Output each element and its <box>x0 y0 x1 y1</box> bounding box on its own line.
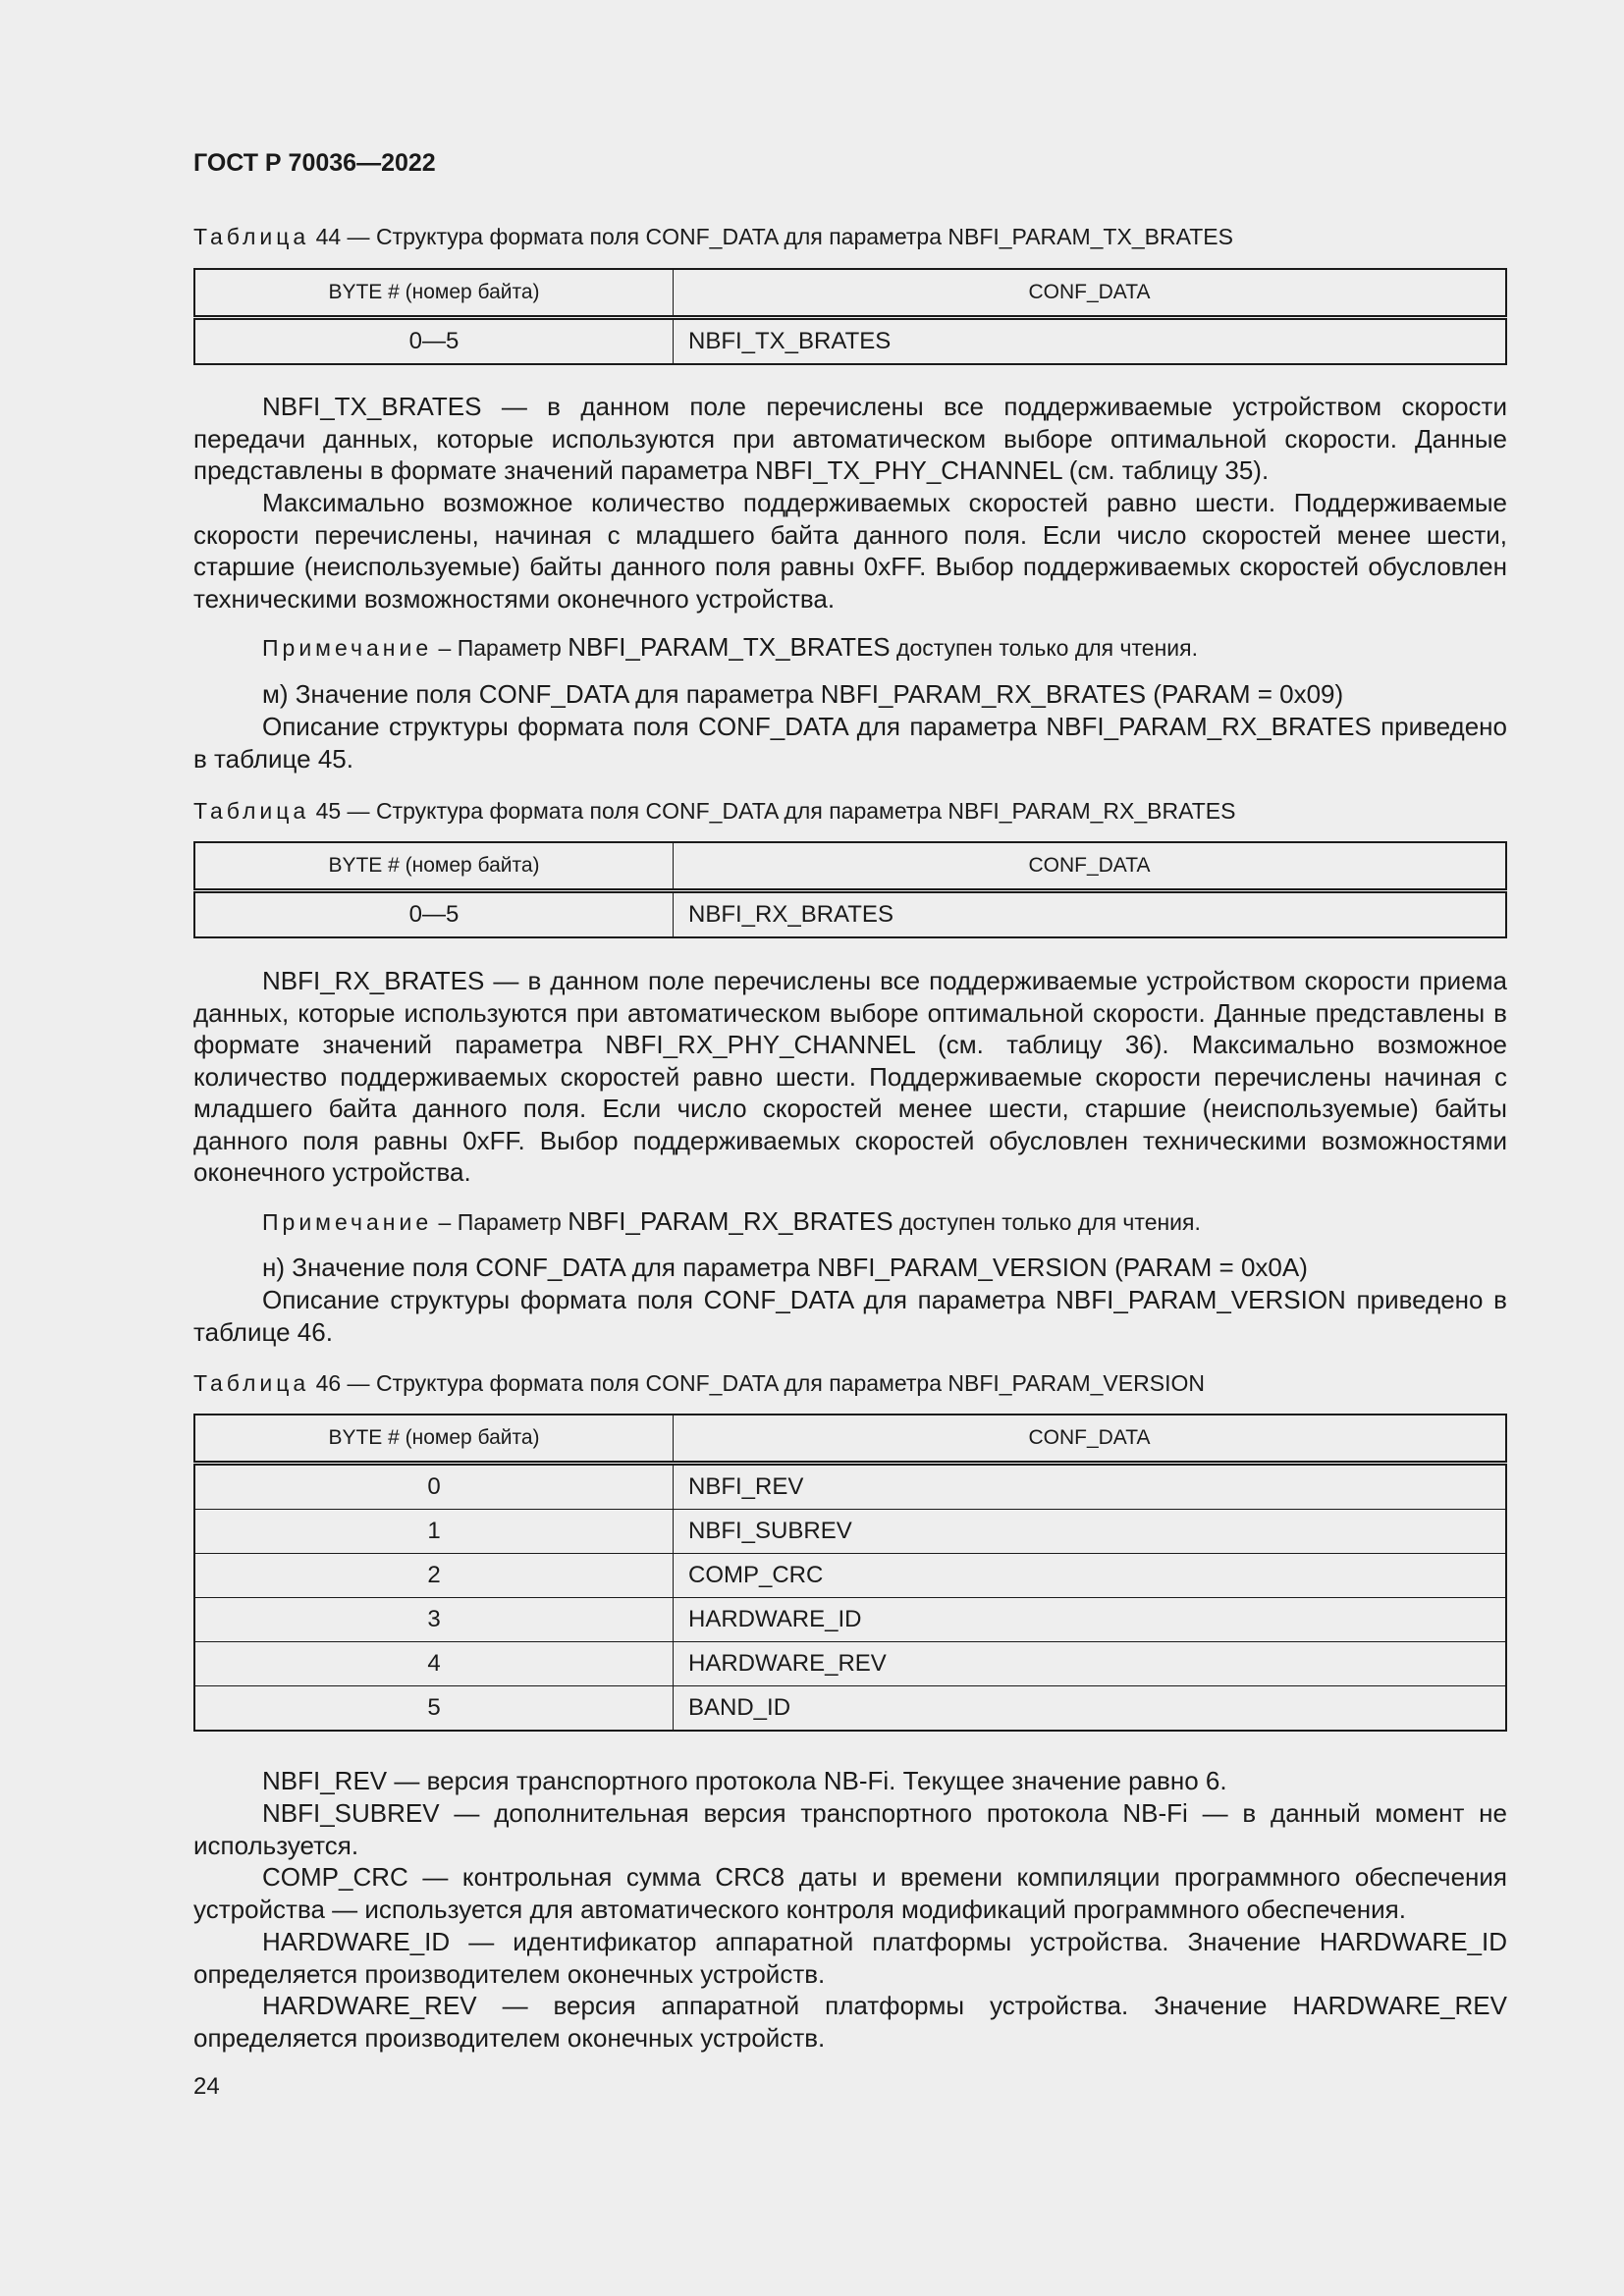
table-caption-text: 46 — Структура формата поля CONF_DATA для параметра NBFI_PARAM_VERSION <box>315 1370 1205 1396</box>
table-46-caption <box>193 1370 1205 1397</box>
table-header-row <box>194 269 1506 318</box>
note-dash: – Параметр <box>438 1209 562 1235</box>
table-caption-text: 45 — Структура формата поля CONF_DATA для параметра NBFI_PARAM_RX_BRATES <box>315 798 1236 824</box>
table-word: Таблица <box>193 224 310 249</box>
paragraph-nbfi-subrev: NBFI_SUBREV — дополнительная версия транспортного протокола NB-Fi — в данный момент не используется. <box>193 1798 1507 1860</box>
note-param: NBFI_PARAM_TX_BRATES <box>568 632 891 662</box>
paragraph-hardware-id: HARDWARE_ID — идентификатор аппаратной платформы устройства. Значение HARDWARE_ID определяется производителем оконечных устройств. <box>193 1927 1507 1989</box>
note-rx <box>262 1206 1201 1237</box>
page-number: 24 <box>193 2073 220 2100</box>
note-tail: доступен только для чтения. <box>896 635 1198 661</box>
note-dash: – Параметр <box>438 635 562 661</box>
table-row <box>194 1464 1506 1510</box>
table-word: Таблица <box>193 798 310 824</box>
note-tx <box>262 632 1198 663</box>
table-word: Таблица <box>193 1370 310 1396</box>
paragraph-tx-brates: NBFI_TX_BRATES — в данном поле перечислены все поддерживаемые устройством скорости передачи данных, которые используются при автоматическом выборе оптимальной скорости. Данные представлены в формате значений параметра NBFI_TX_PHY_CHANNEL (см. таблицу 35). <box>193 392 1507 485</box>
item-n: н) Значение поля CONF_DATA для параметра NBFI_PARAM_VERSION (PARAM = 0x0A) <box>262 1253 1308 1282</box>
cell-data: HARDWARE_ID <box>674 1598 1507 1642</box>
table-45 <box>193 841 1507 938</box>
note-word: Примечание <box>262 635 433 661</box>
paragraph-max-speeds: Максимально возможное количество поддерживаемых скоростей равно шести. Поддерживаемые скорости перечислены, начиная с младшего байта данного поля. Если число скоростей менее шести, старшие (неиспользуемые) байты данного поля равны 0xFF. Выбор поддерживаемых скоростей обусловлен техническими возможностями оконечного устройства. <box>193 488 1507 614</box>
cell-byte: 4 <box>194 1642 674 1686</box>
table-row <box>194 318 1506 365</box>
cell-data: NBFI_TX_BRATES <box>674 318 1507 365</box>
paragraph-comp-crc: COMP_CRC — контрольная сумма CRC8 даты и времени компиляции программного обеспечения устройства — используется для автоматического контроля модификаций программного обеспечения. <box>193 1862 1507 1924</box>
column-header-conf-data: CONF_DATA <box>674 1415 1507 1464</box>
cell-byte: 5 <box>194 1686 674 1732</box>
cell-data: NBFI_RX_BRATES <box>674 891 1507 938</box>
table-44 <box>193 268 1507 365</box>
table-row <box>194 1642 1506 1686</box>
cell-data: NBFI_REV <box>674 1464 1507 1510</box>
table-row <box>194 1554 1506 1598</box>
paragraph-hardware-rev: HARDWARE_REV — версия аппаратной платформы устройства. Значение HARDWARE_REV определяется производителем оконечных устройств. <box>193 1991 1507 2053</box>
cell-byte: 1 <box>194 1510 674 1554</box>
note-param: NBFI_PARAM_RX_BRATES <box>568 1206 893 1236</box>
cell-byte: 0 <box>194 1464 674 1510</box>
paragraph-nbfi-rev: NBFI_REV — версия транспортного протокола NB-Fi. Текущее значение равно 6. <box>262 1766 1227 1795</box>
table-44-caption <box>193 224 1233 250</box>
document-code: ГОСТ Р 70036—2022 <box>193 149 436 177</box>
cell-data: NBFI_SUBREV <box>674 1510 1507 1554</box>
item-m: м) Значение поля CONF_DATA для параметра NBFI_PARAM_RX_BRATES (PARAM = 0x09) <box>262 679 1344 709</box>
table-header-row <box>194 1415 1506 1464</box>
note-word: Примечание <box>262 1209 433 1235</box>
table-row <box>194 891 1506 938</box>
column-header-byte: BYTE # (номер байта) <box>194 1415 674 1464</box>
table-row <box>194 1598 1506 1642</box>
table-46 <box>193 1414 1507 1732</box>
cell-data: HARDWARE_REV <box>674 1642 1507 1686</box>
column-header-byte: BYTE # (номер байта) <box>194 269 674 318</box>
note-tail: доступен только для чтения. <box>898 1209 1201 1235</box>
column-header-conf-data: CONF_DATA <box>674 269 1507 318</box>
cell-byte: 3 <box>194 1598 674 1642</box>
table-caption-text: 44 — Структура формата поля CONF_DATA для параметра NBFI_PARAM_TX_BRATES <box>315 224 1233 249</box>
table-45-caption <box>193 798 1236 825</box>
column-header-byte: BYTE # (номер байта) <box>194 842 674 891</box>
paragraph-table46-ref: Описание структуры формата поля CONF_DATA для параметра NBFI_PARAM_VERSION приведено в таблице 46. <box>193 1285 1507 1347</box>
table-row <box>194 1510 1506 1554</box>
cell-data: COMP_CRC <box>674 1554 1507 1598</box>
cell-byte: 0—5 <box>194 318 674 365</box>
table-row <box>194 1686 1506 1732</box>
cell-byte: 2 <box>194 1554 674 1598</box>
cell-data: BAND_ID <box>674 1686 1507 1732</box>
column-header-conf-data: CONF_DATA <box>674 842 1507 891</box>
paragraph-table45-ref: Описание структуры формата поля CONF_DATA для параметра NBFI_PARAM_RX_BRATES приведено в таблице 45. <box>193 712 1507 774</box>
table-header-row <box>194 842 1506 891</box>
cell-byte: 0—5 <box>194 891 674 938</box>
paragraph-rx-brates: NBFI_RX_BRATES — в данном поле перечислены все поддерживаемые устройством скорости приема данных, которые используются при автоматическом выборе оптимальной скорости. Данные представлены в формате значений параметра NBFI_RX_PHY_CHANNEL (см. таблицу 36). Максимально возможное количество поддерживаемых скоростей равно шести. Поддерживаемые скорости перечислены начиная с младшего байта данного поля. Если число скоростей менее шести, старшие (неиспользуемые) байты данного поля равны 0xFF. Выбор поддерживаемых скоростей обусловлен техническими возможностями оконечного устройства. <box>193 966 1507 1187</box>
